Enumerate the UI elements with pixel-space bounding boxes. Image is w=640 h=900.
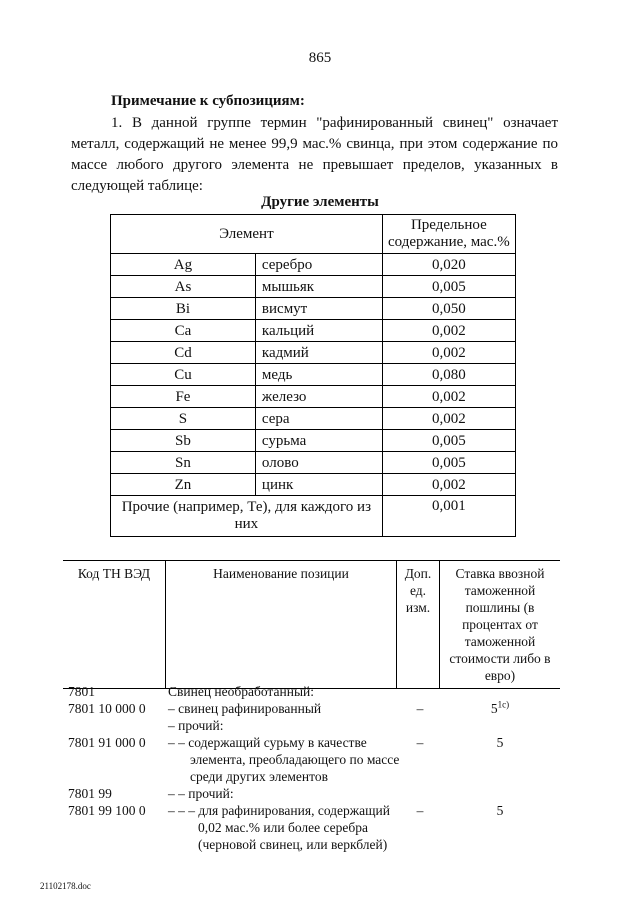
tariff-rate [440, 785, 560, 802]
tariff-code: 7801 10 000 0 [68, 701, 146, 716]
element-row [111, 298, 516, 320]
element-name: кадмий [255, 342, 382, 364]
tariff-unit [400, 683, 440, 700]
element-symbol: Sb [111, 430, 256, 452]
other-elements-row [111, 496, 516, 537]
tariff-code: 7801 99 100 0 [68, 803, 146, 818]
tariff-row [63, 683, 560, 700]
element-symbol: Ag [111, 254, 256, 276]
element-limit: 0,005 [382, 452, 515, 474]
header-rate: Ставка ввозной таможенной пошлины (в процентах от таможенной стоимости либо в евро) [439, 561, 560, 688]
element-name: серебро [255, 254, 382, 276]
element-row [111, 364, 516, 386]
header-unit: Доп. ед. изм. [396, 561, 439, 688]
element-row [111, 430, 516, 452]
tariff-name-line: – прочий: [168, 718, 224, 733]
tariff-row [63, 802, 560, 853]
tariff-rate-footnote: 1с) [497, 699, 510, 710]
page-number: 865 [308, 50, 332, 66]
tariff-rate-value: 5 [496, 803, 504, 818]
tariff-name [168, 717, 400, 734]
element-name: мышьяк [255, 276, 382, 298]
element-row [111, 320, 516, 342]
tariff-code: 7801 91 000 0 [68, 735, 146, 750]
element-limit: 0,002 [382, 408, 515, 430]
header-limit: Предельное содержание, мас.% [382, 215, 515, 254]
element-limit: 0,002 [382, 386, 515, 408]
other-elements-limit: 0,001 [382, 496, 515, 537]
tariff-table-header [63, 560, 560, 689]
tariff-name [168, 683, 400, 700]
other-elements-label: Прочие (например, Те), для каждого из них [111, 496, 383, 537]
tariff-rate [440, 717, 560, 734]
element-symbol: As [111, 276, 256, 298]
tariff-name-line: – – – для рафинирования, содержащий [168, 803, 390, 818]
tariff-name-line: – свинец рафинированный [168, 701, 322, 716]
tariff-unit: – [416, 803, 424, 818]
element-limit: 0,020 [382, 254, 515, 276]
tariff-code: 7801 [68, 684, 95, 699]
tariff-row [63, 734, 560, 785]
tariff-rate-value: 5 [496, 735, 504, 750]
element-name: железо [255, 386, 382, 408]
tariff-unit [400, 717, 440, 734]
tariff-code [63, 717, 168, 734]
element-symbol: S [111, 408, 256, 430]
tariff-name [168, 802, 400, 853]
tariff-code: 7801 99 [68, 786, 112, 801]
element-limit: 0,050 [382, 298, 515, 320]
element-limit: 0,002 [382, 474, 515, 496]
tariff-name [168, 734, 400, 785]
tariff-unit [400, 785, 440, 802]
element-name: олово [255, 452, 382, 474]
tariff-unit: – [416, 735, 424, 750]
footer-filename: 21102178.doc [40, 881, 91, 891]
tariff-name-continuation: 0,02 мас.% или более серебра (черновой свинец, или веркблей) [198, 820, 388, 852]
tariff-name-line: Свинец необработанный: [168, 684, 314, 699]
element-name: висмут [255, 298, 382, 320]
header-element: Элемент [111, 215, 383, 254]
elements-table-caption: Другие элементы [261, 194, 379, 210]
element-name: сурьма [255, 430, 382, 452]
element-limit: 0,080 [382, 364, 515, 386]
element-name: цинк [255, 474, 382, 496]
elements-table [110, 214, 516, 537]
element-limit: 0,005 [382, 430, 515, 452]
element-rows [111, 254, 516, 496]
element-symbol: Cu [111, 364, 256, 386]
tariff-unit: – [416, 701, 424, 716]
element-symbol: Cd [111, 342, 256, 364]
tariff-name-line: – – содержащий сурьму в качестве [168, 735, 367, 750]
tariff-rate [440, 734, 560, 785]
element-row [111, 452, 516, 474]
element-limit: 0,002 [382, 342, 515, 364]
tariff-name [168, 700, 400, 717]
header-name: Наименование позиции [165, 561, 396, 688]
tariff-row [63, 700, 560, 717]
element-name: кальций [255, 320, 382, 342]
element-name: медь [255, 364, 382, 386]
element-symbol: Zn [111, 474, 256, 496]
element-symbol: Fe [111, 386, 256, 408]
element-symbol: Ca [111, 320, 256, 342]
tariff-table-body [63, 683, 560, 853]
element-name: сера [255, 408, 382, 430]
tariff-row [63, 785, 560, 802]
tariff-name-continuation: элемента, преобладающего по массе среди других элементов [190, 752, 400, 784]
tariff-rate [440, 700, 560, 717]
elements-table-header [111, 215, 516, 254]
element-row [111, 474, 516, 496]
element-row [111, 386, 516, 408]
element-row [111, 408, 516, 430]
element-limit: 0,005 [382, 276, 515, 298]
tariff-name-line: – – прочий: [168, 786, 234, 801]
element-row [111, 276, 516, 298]
element-symbol: Sn [111, 452, 256, 474]
tariff-rate [440, 802, 560, 853]
header-code: Код ТН ВЭД [77, 566, 151, 581]
element-row [111, 342, 516, 364]
note-body: 1. В данной группе термин "рафинированный свинец" означает металл, содержащий не менее 99,9 мас.% свинца, при этом содержание по массе любого другого элемента не превышает пределов, указанных в следующей таблице: [71, 115, 558, 194]
element-symbol: Bi [111, 298, 256, 320]
element-row [111, 254, 516, 276]
note-heading: Примечание к субпозициям: [111, 93, 305, 109]
tariff-row [63, 717, 560, 734]
element-limit: 0,002 [382, 320, 515, 342]
tariff-name [168, 785, 400, 802]
tariff-rate-value: 5 [490, 701, 498, 716]
tariff-rate [440, 683, 560, 700]
